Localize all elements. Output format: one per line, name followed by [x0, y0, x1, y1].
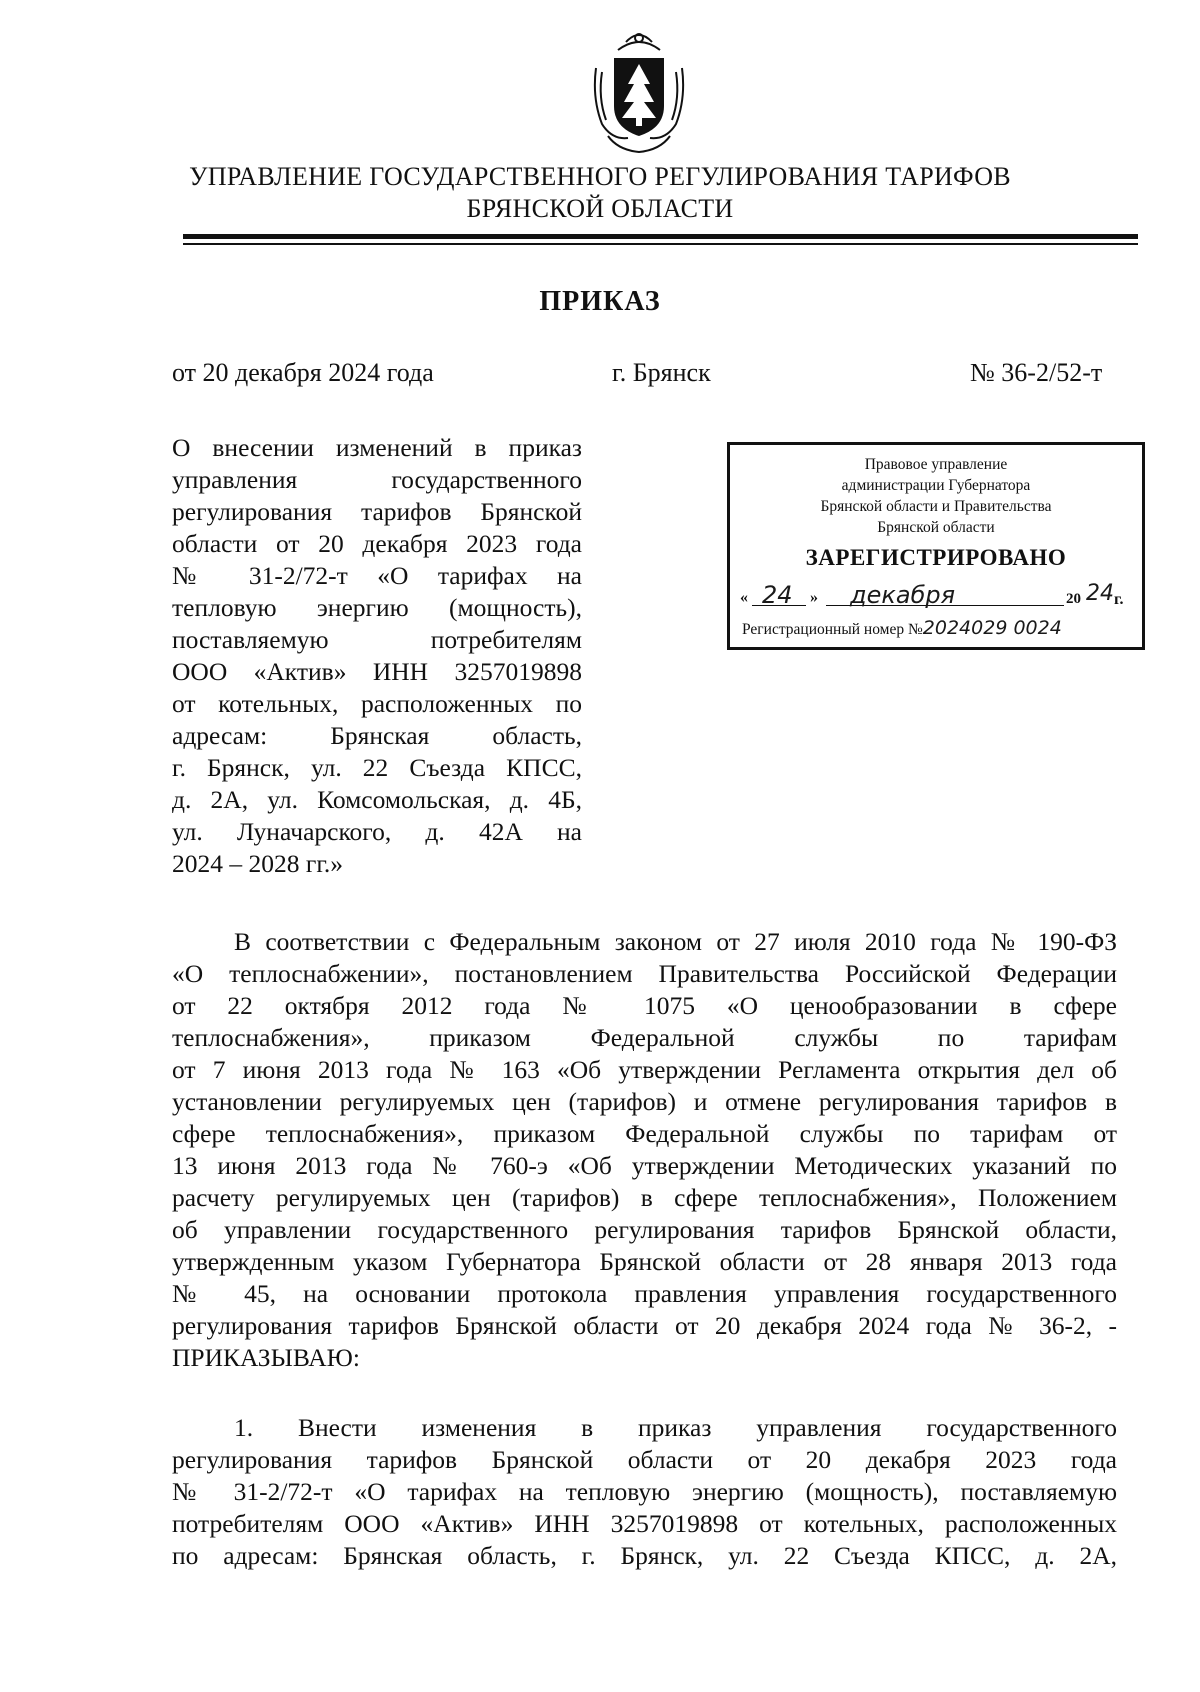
- coat-of-arms-emblem: [588, 28, 690, 156]
- subject-line: адресам: Брянская область,: [172, 721, 582, 750]
- subject-line: № 31-2/72-т «О тарифах на: [172, 561, 582, 590]
- document-body: [172, 926, 1117, 1572]
- body-line: № 45, на основании протокола правления управления государственного: [172, 1279, 1117, 1308]
- document-subject: [172, 432, 582, 880]
- body-line: 1. Внести изменения в приказ управления государственного: [234, 1413, 1117, 1442]
- body-line: утвержденным указом Губернатора Брянской области от 28 января 2013 года: [172, 1247, 1117, 1276]
- stamp-date-line: [740, 583, 1136, 613]
- subject-line: регулирования тарифов Брянской: [172, 497, 582, 526]
- subject-line: 2024 – 2028 гг.»: [172, 849, 344, 878]
- body-line: ПРИКАЗЫВАЮ:: [172, 1343, 360, 1372]
- stamp-line: Брянской области: [877, 519, 995, 536]
- subject-line: О внесении изменений в приказ: [172, 433, 582, 462]
- stamp-line: администрации Губернатора: [841, 477, 1031, 494]
- body-line: В соответствии с Федеральным законом от 27 июля 2010 года № 190-ФЗ: [234, 927, 1117, 956]
- stamp-handwritten-regnum: 2024029 0024: [922, 617, 1062, 639]
- subject-line: от котельных, расположенных по: [172, 689, 582, 718]
- organization-name-line2: БРЯНСКОЙ ОБЛАСТИ: [466, 194, 734, 223]
- document-city: г. Брянск: [612, 358, 711, 387]
- subject-line: управления государственного: [172, 465, 582, 494]
- subject-line: ул. Луначарского, д. 42А на: [172, 817, 582, 846]
- subject-line: д. 2А, ул. Комсомольская, д. 4Б,: [172, 785, 582, 814]
- stamp-handwritten-month: декабря: [850, 581, 956, 609]
- stamp-year-unit: г.: [1114, 591, 1124, 608]
- document-type-title: ПРИКАЗ: [539, 286, 661, 317]
- registration-stamp: [727, 442, 1145, 650]
- body-line: от 22 октября 2012 года № 1075 «О ценообразовании в сфере: [172, 991, 1117, 1020]
- body-line: № 31-2/72-т «О тарифах на тепловую энергию (мощность), поставляемую: [172, 1477, 1117, 1506]
- body-line: регулирования тарифов Брянской области от 20 декабря 2023 года: [172, 1445, 1117, 1474]
- stamp-handwritten-day: 24: [762, 581, 793, 609]
- body-line: об управлении государственного регулирования тарифов Брянской области,: [172, 1215, 1117, 1244]
- subject-line: поставляемую потребителям: [172, 625, 582, 654]
- body-line: «О теплоснабжении», постановлением Правительства Российской Федерации: [172, 959, 1117, 988]
- subject-line: ООО «Актив» ИНН 3257019898: [172, 657, 582, 686]
- body-line: по адресам: Брянская область, г. Брянск, ул. 22 Съезда КПСС, д. 2А,: [172, 1541, 1117, 1570]
- paragraph-gap: [172, 1374, 1117, 1412]
- document-date: от 20 декабря 2024 года: [172, 358, 434, 387]
- stamp-handwritten-year: 24: [1086, 581, 1114, 606]
- stamp-status: ЗАРЕГИСТРИРОВАНО: [805, 545, 1067, 570]
- stamp-regnum-label: Регистрационный номер №: [742, 621, 923, 638]
- stamp-registration-number: [742, 617, 1062, 639]
- body-line: потребителям ООО «Актив» ИНН 3257019898 от котельных, расположенных: [172, 1509, 1117, 1538]
- stamp-year-prefix: 20: [1066, 591, 1081, 607]
- body-line: расчету регулируемых цен (тарифов) в сфере теплоснабжения», Положением: [172, 1183, 1117, 1212]
- body-line: установлении регулируемых цен (тарифов) и отмене регулирования тарифов в: [172, 1087, 1117, 1116]
- stamp-quote-close: »: [810, 589, 818, 606]
- header-divider-thick: [183, 234, 1138, 239]
- body-line: теплоснабжения», приказом Федеральной службы по тарифам: [172, 1023, 1117, 1052]
- body-line: от 7 июня 2013 года № 163 «Об утверждении Регламента открытия дел об: [172, 1055, 1117, 1084]
- header-divider-thin: [183, 243, 1138, 245]
- body-line: 13 июня 2013 года № 760-э «Об утверждении Методических указаний по: [172, 1151, 1117, 1180]
- body-line: регулирования тарифов Брянской области от 20 декабря 2024 года № 36-2, -: [172, 1311, 1117, 1340]
- subject-line: г. Брянск, ул. 22 Съезда КПСС,: [172, 753, 582, 782]
- document-number: № 36-2/52-т: [970, 358, 1103, 387]
- subject-line: тепловую энергию (мощность),: [172, 593, 582, 622]
- subject-line: области от 20 декабря 2023 года: [172, 529, 582, 558]
- stamp-line: Правовое управление: [864, 456, 1008, 473]
- body-line: сфере теплоснабжения», приказом Федеральной службы по тарифам от: [172, 1119, 1117, 1148]
- stamp-quote-open: «: [740, 589, 748, 606]
- organization-name-line1: УПРАВЛЕНИЕ ГОСУДАРСТВЕННОГО РЕГУЛИРОВАНИЯ ТАРИФОВ: [189, 162, 1011, 191]
- stamp-line: Брянской области и Правительства: [820, 498, 1052, 515]
